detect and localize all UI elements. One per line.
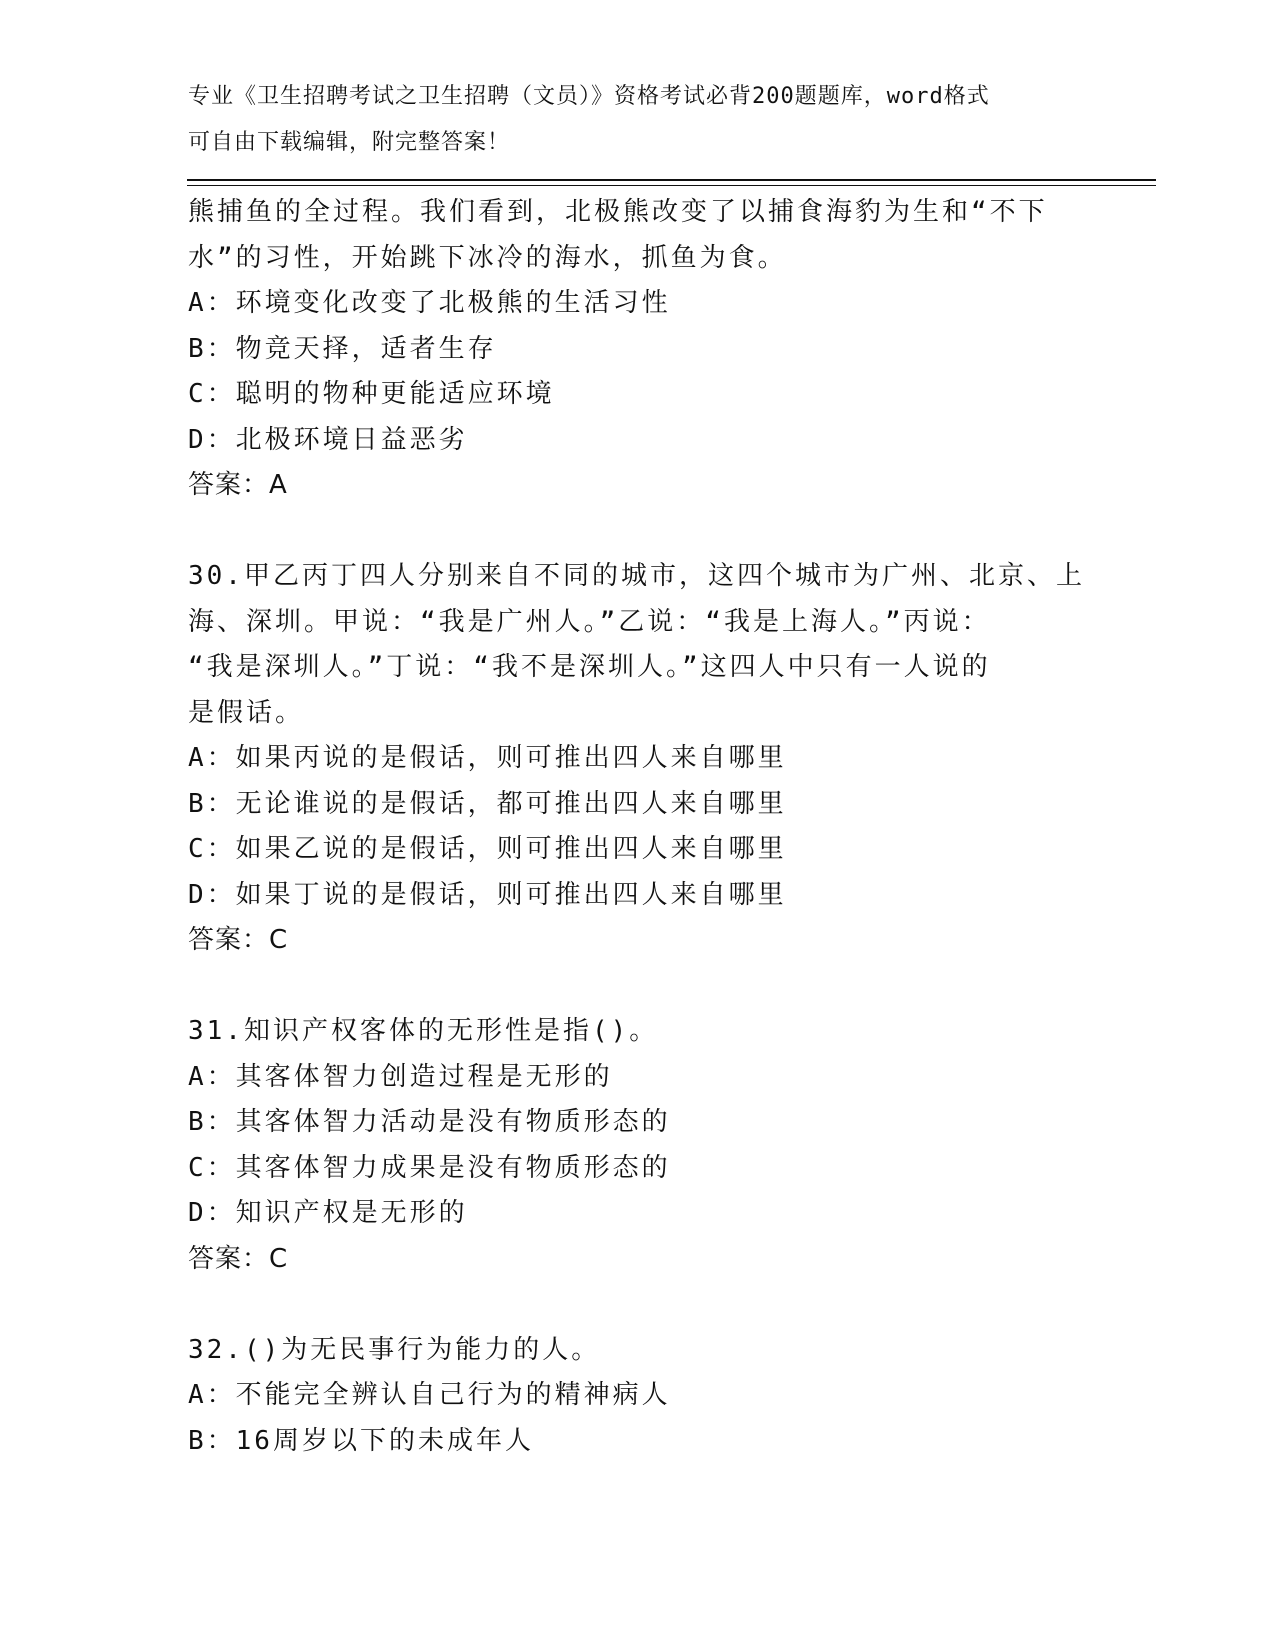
option-d: D：知识产权是无形的 (188, 1198, 468, 1228)
spacer (188, 964, 1148, 1010)
question-stem: 是假话。 (188, 697, 305, 728)
option-c: C：如果乙说的是假话，则可推出四人来自哪里 (188, 834, 787, 864)
document-header (188, 74, 1088, 165)
option-c: C：聪明的物种更能适应环境 (188, 379, 555, 409)
header-divider-thin (187, 185, 1156, 186)
question-31 (188, 1009, 1148, 1282)
question-stem: 熊捕鱼的全过程。我们看到，北极熊改变了以捕食海豹为生和“不下 (188, 197, 1048, 227)
question-30 (188, 554, 1148, 964)
option-a: A：环境变化改变了北极熊的生活习性 (188, 288, 671, 318)
option-b: B：其客体智力活动是没有物质形态的 (188, 1107, 671, 1137)
option-a: A：不能完全辨认自己行为的精神病人 (188, 1380, 671, 1410)
question-stem: 32.()为无民事行为能力的人。 (188, 1334, 601, 1365)
question-32 (188, 1328, 1148, 1465)
answer-label: 答案：C (188, 1243, 289, 1274)
question-stem: 31.知识产权客体的无形性是指()。 (188, 1016, 659, 1046)
question-stem: “我是深圳人。”丁说：“我不是深圳人。”这四人中只有一人说的 (188, 652, 991, 682)
option-d: D：如果丁说的是假话，则可推出四人来自哪里 (188, 879, 787, 910)
question-stem: 海、深圳。甲说：“我是广州人。”乙说：“我是上海人。”丙说： (188, 606, 991, 637)
option-a: A：其客体智力创造过程是无形的 (188, 1061, 613, 1092)
spacer (188, 1282, 1148, 1328)
option-b: B：16周岁以下的未成年人 (188, 1425, 534, 1456)
header-title-line-1: 专业《卫生招聘考试之卫生招聘（文员）》资格考试必背200题题库，word格式 (188, 84, 990, 109)
answer-label: 答案：C (188, 925, 289, 955)
document-body (188, 190, 1148, 1464)
option-a: A：如果丙说的是假话，则可推出四人来自哪里 (188, 743, 787, 773)
option-c: C：其客体智力成果是没有物质形态的 (188, 1152, 671, 1183)
answer-label: 答案：A (188, 470, 288, 500)
spacer (188, 509, 1148, 555)
question-stem: 水”的习性，开始跳下冰冷的海水，抓鱼为食。 (188, 242, 787, 273)
option-b: B：物竞天择，适者生存 (188, 333, 497, 364)
question-stem: 30.甲乙丙丁四人分别来自不同的城市，这四个城市为广州、北京、上 (188, 561, 1085, 591)
option-d: D：北极环境日益恶劣 (188, 424, 468, 455)
option-b: B：无论谁说的是假话，都可推出四人来自哪里 (188, 788, 787, 819)
header-divider-thick (187, 179, 1156, 181)
header-title-line-2: 可自由下载编辑，附完整答案！ (188, 129, 511, 155)
question-29 (188, 190, 1148, 509)
